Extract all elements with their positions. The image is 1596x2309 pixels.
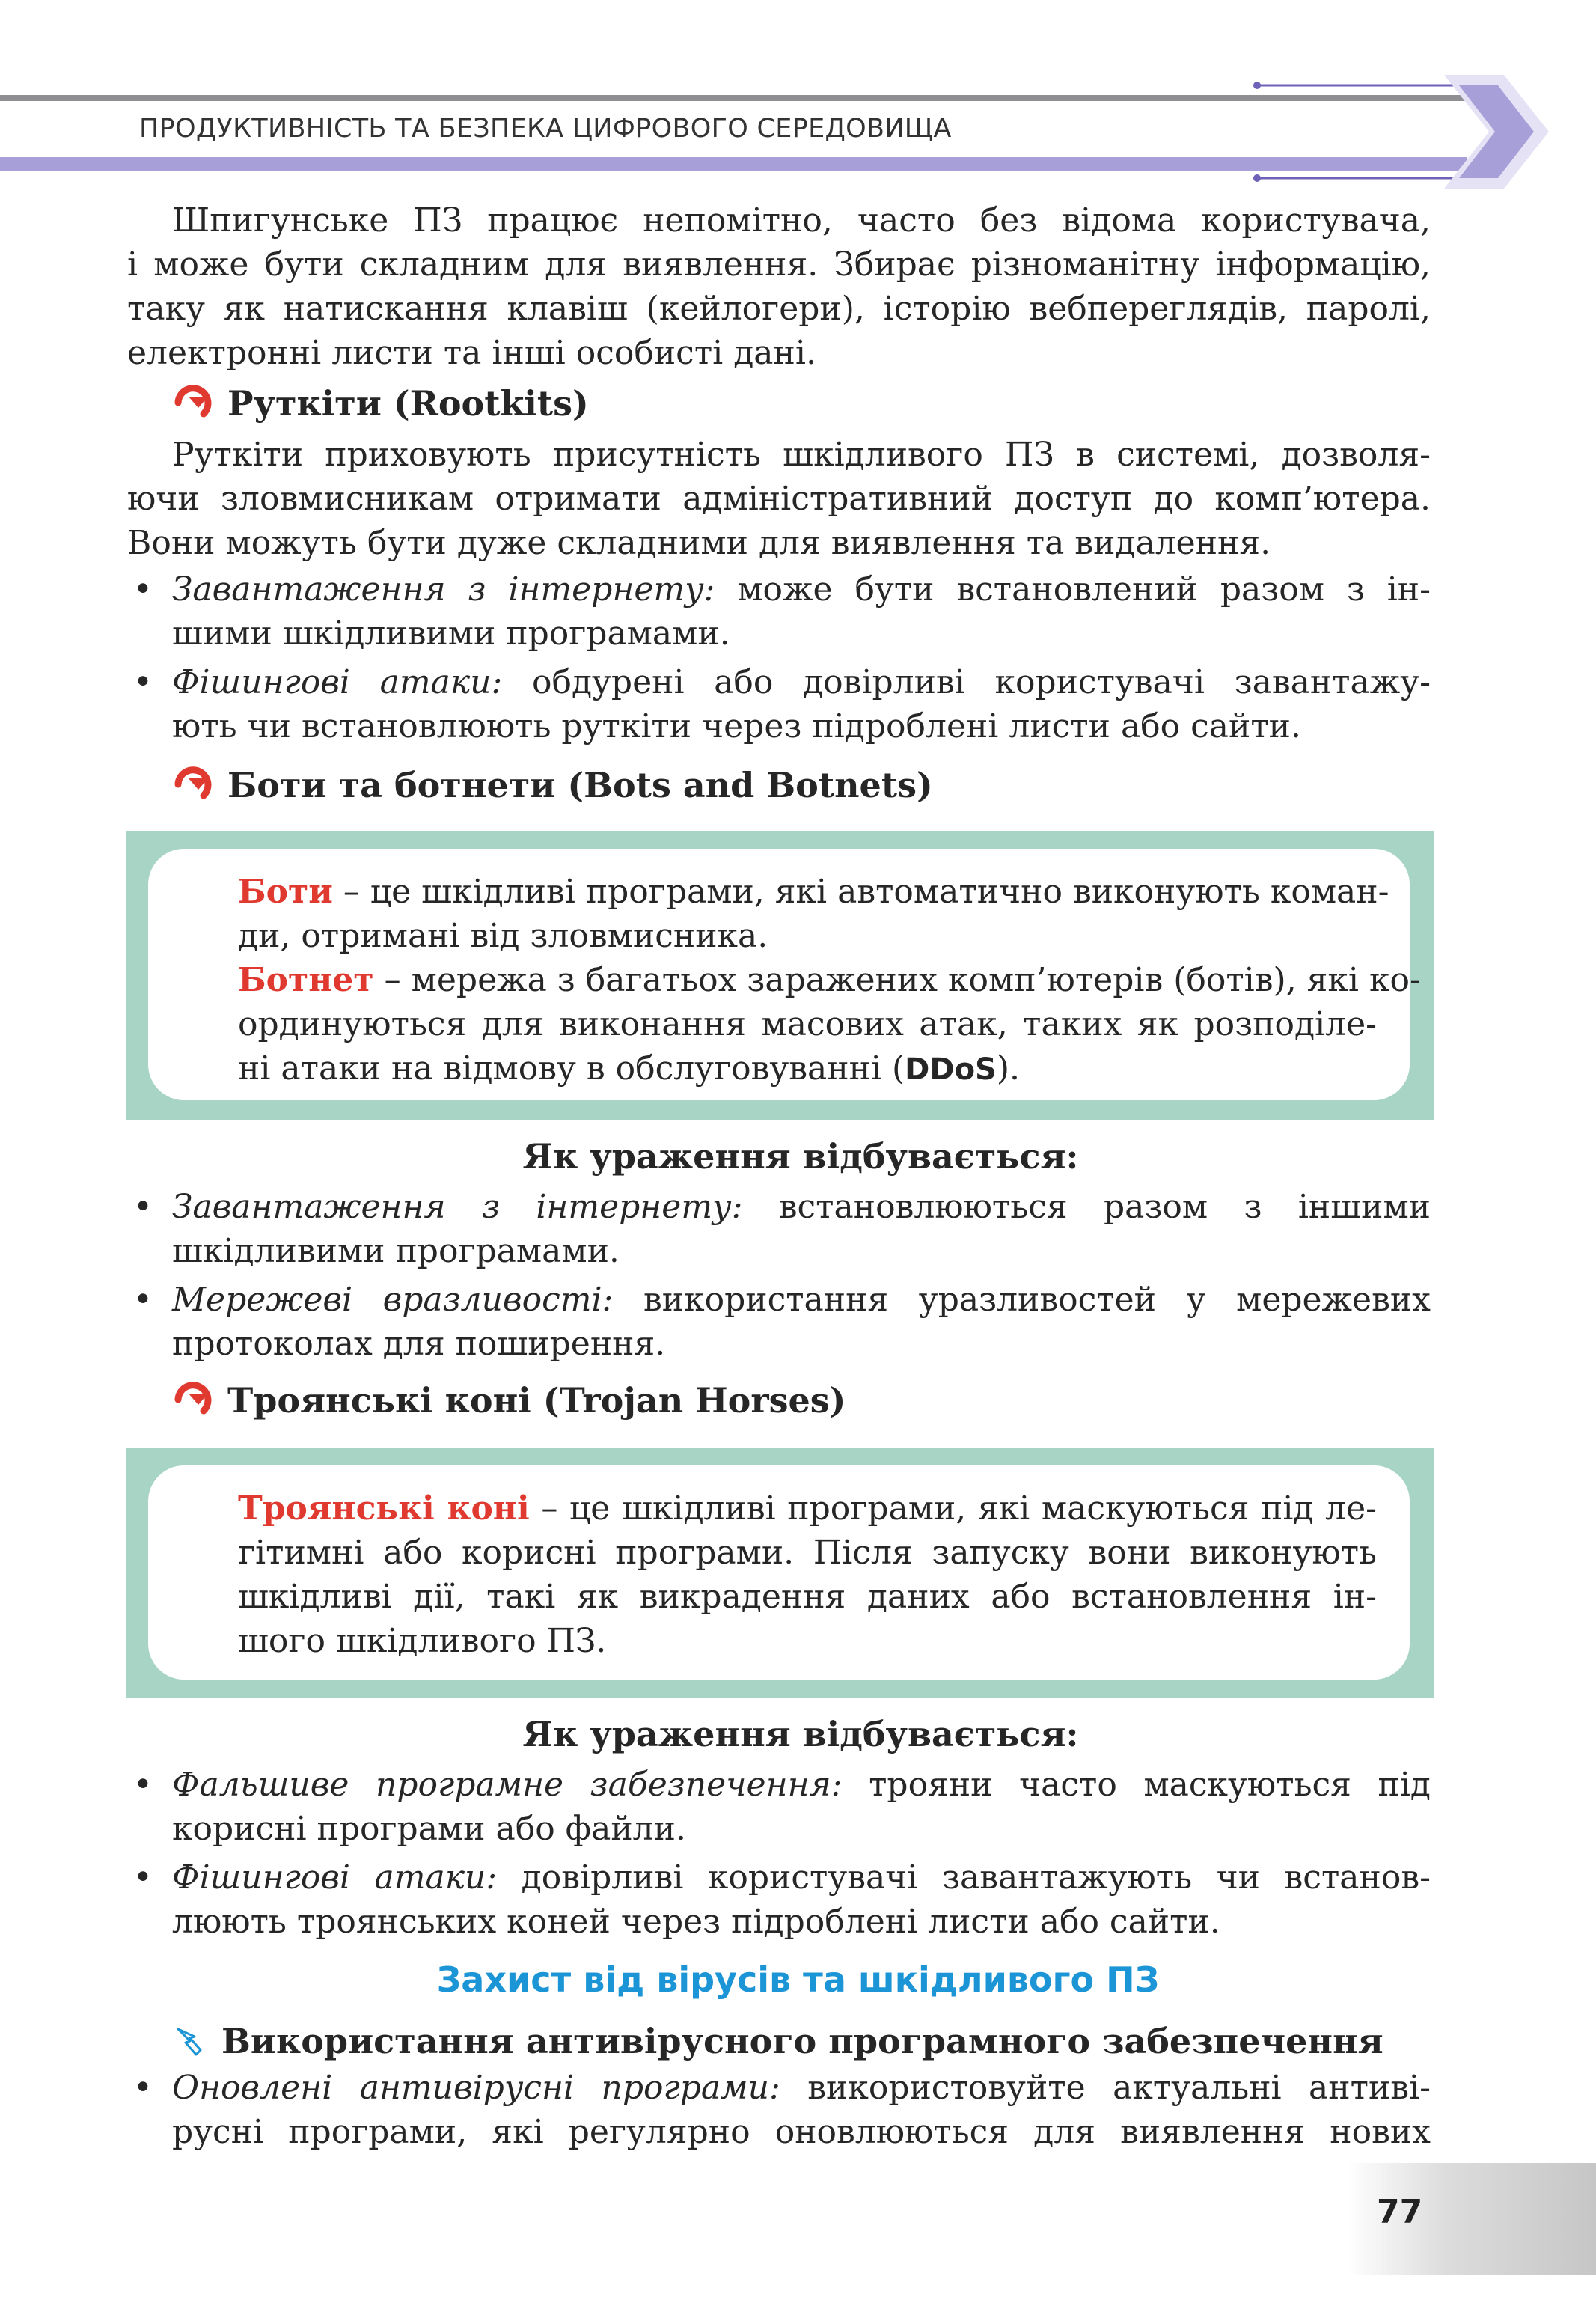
spyware-paragraph xyxy=(127,198,1431,375)
list-item: • Оновлені антивірусні програми: використовуйте актуальні антиві- русні програми, які регулярно оновлюються для виявлення нових xyxy=(172,2066,1431,2154)
trojans-definition: Троянські коні – це шкідливі програми, які маскуються під ле- гітимні або корисні програми. Після запуску вони виконують шкідливі дії, такі як викрадення даних або встановлення ін- шого шкідливого ПЗ. xyxy=(238,1489,1377,1660)
rootkits-heading: Руткіти (Rootkits) xyxy=(174,383,589,424)
text-line: Шпигунське ПЗ працює непомітно, часто без відома користувача, xyxy=(172,201,1431,240)
text-line: ючи зловмисникам отримати адміністративний доступ до комп’ютера. xyxy=(127,480,1431,518)
definition-card xyxy=(148,849,1421,1100)
list-item: • Мережеві вразливості: використання уразливостей у мережевих протоколах для поширення. xyxy=(172,1278,1431,1366)
rootkits-paragraph xyxy=(127,433,1431,565)
list-item: • Фішингові атаки: обдурені або довірливі користувачі завантажу- ють чи встановлюють руткіти через підроблені листи або сайти. xyxy=(172,660,1431,748)
bots-infection-heading: Як ураження відбувається: xyxy=(522,1136,1079,1177)
text-line: Вони можуть бути дуже складними для виявлення та видалення. xyxy=(127,524,1271,562)
list-item: • Завантаження з інтернету: може бути встановлений разом з ін- шими шкідливими програмами. xyxy=(172,567,1431,656)
red-curved-arrow-icon xyxy=(174,766,217,803)
trojans-heading: Троянські коні (Trojan Horses) xyxy=(174,1380,846,1421)
trojans-definition-box xyxy=(126,1448,1434,1698)
bullet-dot: • xyxy=(133,1281,153,1319)
text-line: електронні листи та інші особисті дані. xyxy=(127,334,816,372)
bullet-dot: • xyxy=(133,1858,153,1897)
term-bots: Боти xyxy=(238,873,333,911)
bullet-dot: • xyxy=(133,2069,153,2107)
text-line: таку як натискання клавіш (кейлогери), історію вебпереглядів, паролі, xyxy=(127,290,1431,328)
term-botnet: Ботнет xyxy=(238,961,374,999)
antivirus-bullet-list xyxy=(133,2066,1431,2159)
bots-heading: Боти та ботнети (Bots and Botnets) xyxy=(174,765,933,805)
list-item: • Фішингові атаки: довірливі користувачі завантажують чи встанов- люють троянських коней через підроблені листи або сайти. xyxy=(172,1855,1431,1944)
trojans-infection-heading: Як ураження відбувається: xyxy=(522,1714,1079,1754)
rootkits-bullet-list xyxy=(133,567,1431,753)
botnet-definition: Ботнет – мережа з багатьох заражених комп’ютерів (ботів), які ко- ординуються для виконання масових атак, таких як розподіле- ні атаки на відмову в обслуговуванні (DDoS). xyxy=(238,961,1421,1088)
bullet-dot: • xyxy=(133,1188,153,1226)
page-number: 77 xyxy=(1377,2193,1423,2231)
text-line: і може бути складним для виявлення. Збирає різноманітну інформацію, xyxy=(127,245,1431,284)
list-item: • Фальшиве програмне забезпечення: трояни часто маскуються під корисні програми або файли. xyxy=(172,1763,1431,1851)
ddos-abbr: DDoS xyxy=(905,1052,997,1087)
definition-card xyxy=(148,1465,1410,1680)
running-header-title: ПРОДУКТИВНІСТЬ ТА БЕЗПЕКА ЦИФРОВОГО СЕРЕДОВИЩА xyxy=(139,114,952,144)
header-chevron-icon xyxy=(1220,67,1564,195)
red-curved-arrow-icon xyxy=(174,384,217,421)
bots-definition-box xyxy=(126,831,1434,1120)
red-curved-arrow-icon xyxy=(174,1381,217,1418)
bullet-dot: • xyxy=(133,1766,153,1804)
trojans-bullet-list xyxy=(133,1763,1431,1948)
antivirus-heading: Використання антивірусного програмного забезпечення xyxy=(174,2021,1383,2061)
hand-pointer-icon xyxy=(174,2025,211,2059)
list-item: • Завантаження з інтернету: встановлюються разом з іншими шкідливими програмами. xyxy=(172,1185,1431,1273)
bullet-dot: • xyxy=(133,663,153,701)
text-line: Руткіти приховують присутність шкідливого ПЗ в системі, дозволя- xyxy=(172,436,1431,474)
bullet-dot: • xyxy=(133,570,153,608)
protection-section-title: Захист від вірусів та шкідливого ПЗ xyxy=(436,1959,1160,2000)
bots-bullet-list xyxy=(133,1185,1431,1370)
term-trojans: Троянські коні xyxy=(238,1489,530,1528)
bots-definition: Боти – це шкідливі програми, які автоматично виконують коман- ди, отримані від зловмисника. xyxy=(238,873,1389,955)
